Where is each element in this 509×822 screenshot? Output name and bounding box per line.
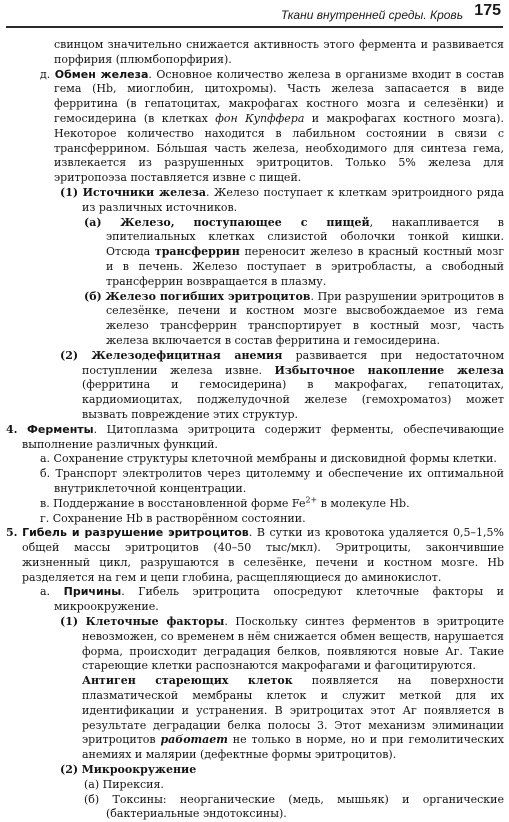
- section-4g-item: г. Сохранение Hb в растворённом состоянии.: [40, 511, 306, 525]
- item-a-paragraph: [6, 216, 504, 290]
- section-4-text: . Цитоплазма эритроцита содержит ферменты, обеспечивающие выполнение различных функций.: [22, 422, 505, 451]
- item-a-marker: (а): [84, 215, 102, 229]
- aging-antigen-paragraph: [6, 674, 504, 763]
- section-4v-text-1: в. Поддержание в восстановленной форме Fe: [40, 496, 306, 510]
- works-term: работает: [160, 733, 228, 747]
- running-title: Ткани внутренней среды. Кровь: [280, 8, 463, 22]
- section-4v-text-2: в молекуле Hb.: [317, 496, 410, 510]
- section-5-text: . В сутки из кровотока удаляется 0,5–1,5% общей массы эритроцитов (40–50 тыс/мкл). Эритроциты, закончившие жизненный цикл, разрушаются в селезёнке, печени и костном мозге. Hb разделяется на гем и цепи глобина, расщепляющиеся до аминокислот.: [22, 526, 504, 584]
- section-5a-heading: Причины: [63, 585, 122, 599]
- header-rule: [6, 26, 503, 28]
- intro-paragraph: свинцом значительно снижается активность этого фермента и развивается порфирия (плюмбопорфирия).: [54, 38, 504, 66]
- microenvironment-heading: Микроокружение: [81, 763, 197, 777]
- section-5a-marker: а.: [40, 585, 51, 599]
- section-4-marker: 4.: [6, 422, 18, 436]
- page-body: [6, 38, 504, 822]
- section-4-heading: Ферменты: [27, 422, 94, 436]
- cell-factors-paragraph: [6, 615, 504, 674]
- aging-antigen-heading: Антиген стареющих клеток: [82, 674, 293, 688]
- section-5-marker: 5.: [6, 526, 18, 540]
- transferrin-term: трансферрин: [154, 245, 240, 259]
- excess-iron-term: Избыточное накопление железа: [274, 363, 504, 377]
- cell-factors-marker: (1): [60, 615, 79, 629]
- subsection-2-paragraph: [6, 349, 504, 423]
- section-d-text-2: и макрофагах костного мозга). Некоторое количество находится в лабильном состоянии в связи с трансферрином. Бо́льшая часть железа, необходимого для синтеза гема, извлекается из разрушенных эритроцитов. Только 5% железа для эритропоэза поставляется извне с пищей.: [54, 111, 504, 185]
- page-number: 175: [474, 2, 501, 19]
- section-4-paragraph: [6, 423, 504, 453]
- section-d-marker: д.: [40, 67, 51, 81]
- item-a-text-1: , накапливается в эпителиальных клетках слизистой оболочки тонкой кишки. Отсюда: [106, 215, 504, 259]
- item-b-marker: (б): [84, 289, 102, 303]
- toxins-item: (б) Токсины: неорганические (медь, мышьяк) и органические (бактериальные эндотоксины).: [84, 792, 504, 821]
- aging-antigen-text-1: появляется на поверхности плазматической мембраны клеток и служит меткой для их идентификации и устранения. В эритроцитах этот Аг появляется в результате деградации белка полосы 3. Этот механизм элиминации эритроцитов: [82, 674, 504, 747]
- section-5a-paragraph: [6, 585, 504, 615]
- section-4b-item: б. Транспорт электролитов через цитолемму и обеспечение их оптимальной внутриклеточной концентрации.: [40, 467, 504, 495]
- pyrexia-item: (а) Пирексия.: [84, 777, 164, 791]
- item-a-text-2: переносит железо в красный костный мозг и в печень. Железо поступает в эритробласты, а свободный трансферрин возвращается в плазму.: [106, 245, 504, 288]
- aging-antigen-text-2: не только в норме, но и при гемолитических анемиях и малярии (дефектные формы эритроцитов).: [82, 733, 504, 762]
- section-d-paragraph: [6, 68, 504, 186]
- item-b-heading: Железо погибших эритроцитов: [105, 289, 311, 303]
- subsection-1-paragraph: [6, 186, 504, 216]
- cell-factors-heading: Клеточные факторы: [85, 615, 225, 629]
- section-4v-item: [6, 497, 504, 512]
- item-b-paragraph: [6, 290, 504, 349]
- iron-charge-superscript: 2+: [305, 495, 318, 505]
- section-5a-text: . Гибель эритроцита опосредуют клеточные факторы и микроокружение.: [54, 585, 505, 614]
- microenvironment-paragraph: [6, 763, 504, 778]
- section-d-text-1: . Основное количество железа в организме входит в состав гема (Hb, миоглобин, цитохромы). Часть железа запасается в виде ферритина (в гепатоцитах, макрофагах костного мозга и селезёнки) и гемосидерина (в клетках: [54, 67, 504, 125]
- kupffer-term: фон Купффера: [215, 111, 305, 125]
- subsection-1-heading: Источники железа: [82, 185, 207, 199]
- subsection-2-text-1: развивается при недостаточном поступлении железа извне.: [82, 348, 504, 377]
- section-5-paragraph: [6, 526, 504, 585]
- subsection-1-text: . Железо поступает к клеткам эритроидного ряда из различных источников.: [82, 185, 505, 214]
- section-5-heading: Гибель и разрушение эритроцитов: [22, 526, 249, 540]
- subsection-2-marker: (2): [60, 348, 79, 362]
- section-d-heading: Обмен железа: [54, 67, 149, 81]
- item-a-heading: Железо, поступающее с пищей: [120, 215, 370, 229]
- section-4a-item: а. Сохранение структуры клеточной мембраны и дисковидной формы клетки.: [40, 452, 497, 466]
- subsection-2-heading: Железодефицитная анемия: [91, 348, 283, 362]
- item-b-text: . При разрушении эритроцитов в селезёнке, печени и костном мозге высвобождаемое из гема железо трансферрин транспортирует в костный мозг, часть железа включается в состав ферритина и гемосидерина.: [106, 289, 505, 347]
- cell-factors-text: . Поскольку синтез ферментов в эритроците невозможен, со временем в нём снижается обмен веществ, нарушается форма, происходит деградация белков, появляются новые Аг. Такие стареющие клетки распознаются макрофагами и фагоцитируются.: [82, 615, 505, 673]
- microenvironment-marker: (2): [60, 763, 79, 777]
- page-header: [6, 4, 503, 24]
- subsection-2-text-2: (ферритина и гемосидерина) в макрофагах, гепатоцитах, кардиомиоцитах, поджелудочной железе (гемохроматоз) может вызвать повреждение этих структур.: [82, 378, 504, 421]
- subsection-1-marker: (1): [60, 185, 79, 199]
